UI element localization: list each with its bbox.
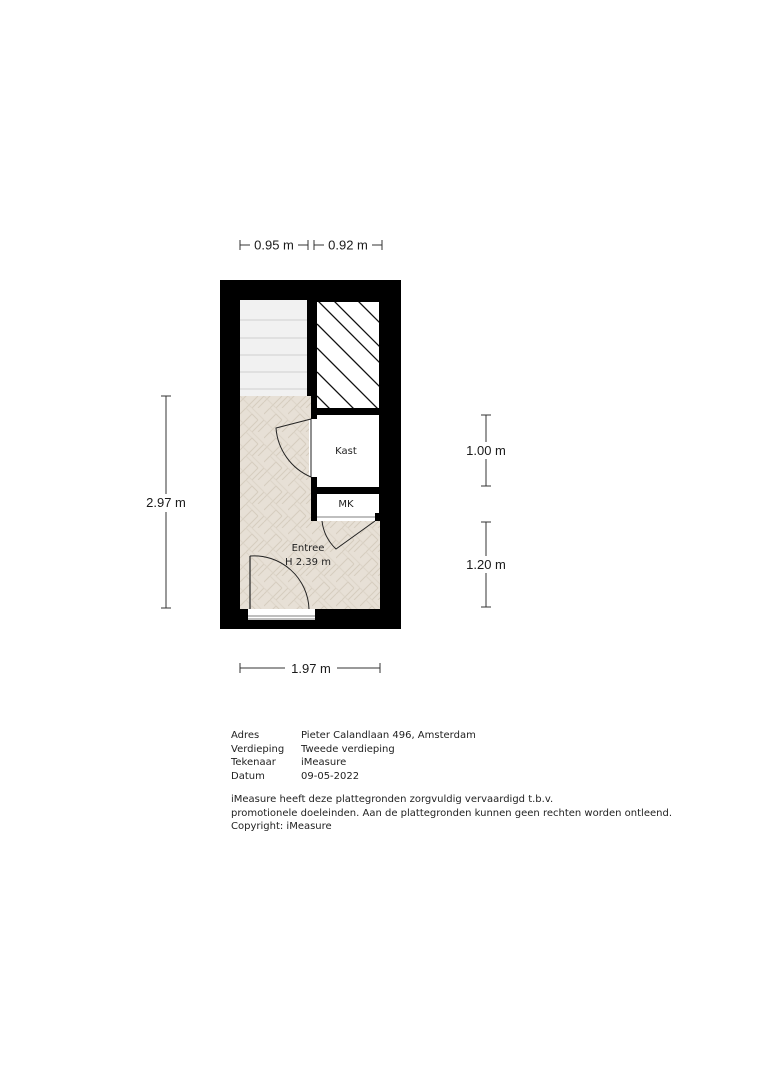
info-row-tekenaar	[231, 756, 672, 770]
dim-top-right: 0.92 m	[328, 237, 368, 253]
info-value: iMeasure	[301, 757, 347, 768]
entree-height: H 2.39 m	[285, 557, 331, 568]
info-row-adres	[231, 729, 672, 743]
info-row-datum	[231, 770, 672, 784]
disclaimer	[231, 793, 672, 834]
entree-label: Entree	[291, 543, 325, 554]
dimension-right	[462, 415, 510, 607]
dimension-left	[142, 396, 190, 608]
kast-label: Kast	[335, 446, 357, 457]
mk-label: MK	[338, 499, 354, 510]
info-label: Verdieping	[231, 743, 285, 755]
info-label: Tekenaar	[231, 757, 276, 768]
stairs	[240, 300, 307, 396]
dim-bottom-width: 1.97 m	[291, 661, 331, 676]
info-value: Pieter Calandlaan 496, Amsterdam	[301, 730, 476, 741]
info-row-verdieping	[231, 743, 672, 757]
info-label: Adres	[231, 730, 260, 741]
info-value: 09-05-2022	[301, 770, 360, 782]
dim-right-upper: 1.00 m	[466, 443, 506, 458]
copyright: Copyright: iMeasure	[231, 821, 332, 832]
info-block	[231, 729, 672, 834]
disclaimer-line: promotionele doeleinden. Aan de plattegronden kunnen geen rechten worden ontleend.	[231, 807, 672, 819]
dim-right-lower: 1.20 m	[466, 557, 506, 572]
dim-left-height: 2.97 m	[146, 495, 186, 510]
info-value: Tweede verdieping	[301, 743, 395, 755]
dimension-bottom	[240, 660, 380, 677]
info-label: Datum	[231, 770, 265, 782]
dimension-top	[240, 238, 382, 253]
dim-top-left: 0.95 m	[254, 237, 294, 253]
disclaimer-line: iMeasure heeft deze plattegronden zorgvuldig vervaardigd t.b.v.	[231, 794, 554, 805]
